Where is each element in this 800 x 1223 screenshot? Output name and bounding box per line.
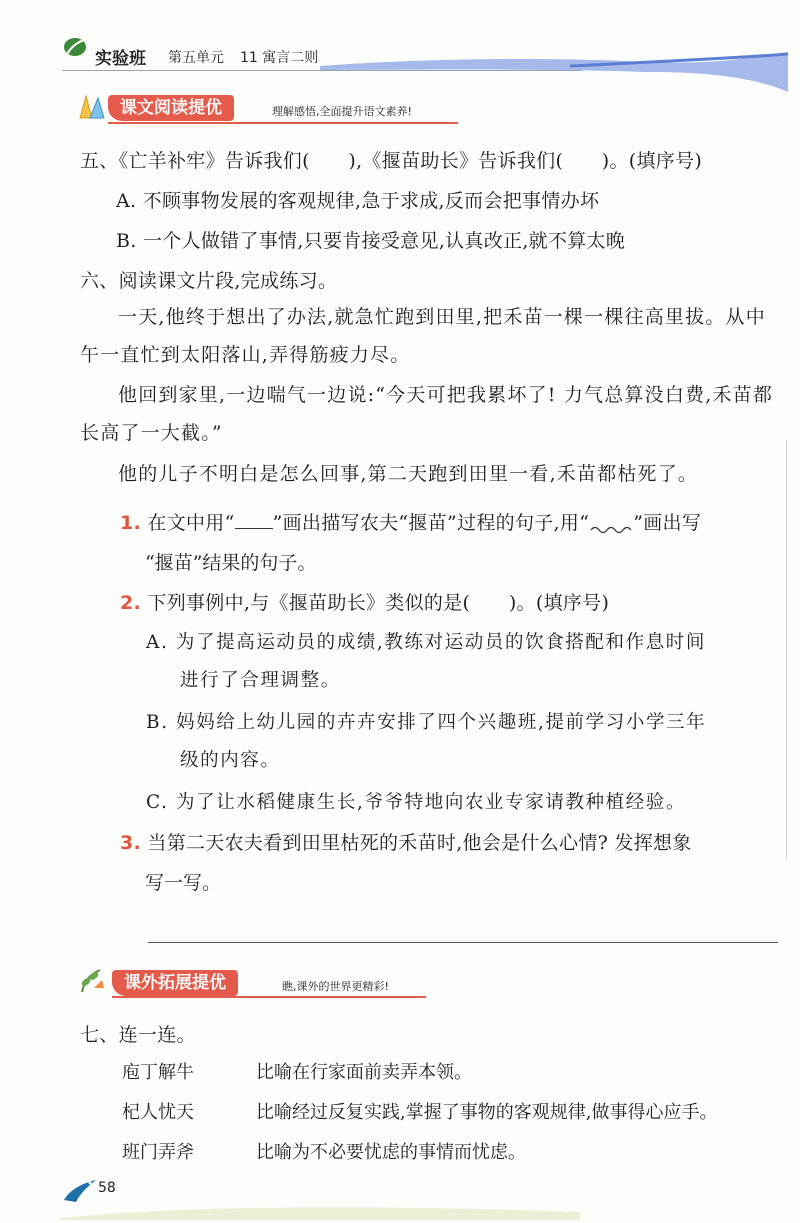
sub-question-1-text-a: 在文中用“	[147, 512, 235, 534]
idiom-3: 班门弄斧	[122, 1142, 194, 1163]
sub-question-1-line-2: “揠苗”结果的句子。	[145, 552, 317, 574]
page-edge-rule	[786, 440, 787, 860]
section-banner-reading: 课文阅读提优	[108, 95, 234, 121]
question-5-stem: 五、《亡羊补牢》告诉我们( ),《揠苗助长》告诉我们( )。(填序号)	[80, 150, 703, 172]
sub-question-3	[120, 828, 692, 855]
answer-line	[148, 942, 778, 943]
sub-question-2-stem: 下列事例中,与《揠苗助长》类似的是( )。(填序号)	[147, 592, 610, 614]
sub-question-3-line-1: 当第二天农夫看到田里枯死的禾苗时,他会是什么心情? 发挥想象	[147, 832, 692, 854]
passage-paragraph-1: 一天,他终于想出了办法,就急忙跑到田里,把禾苗一棵一棵往高里拔。从中午一直忙到太阳落山,弄得筋疲力尽。	[80, 306, 766, 366]
sub-question-3-line-2: 写一写。	[145, 872, 222, 894]
sub-question-1-number: 1.	[120, 512, 142, 534]
footer-wave-decoration	[60, 1196, 580, 1220]
section-rule-2	[112, 996, 426, 998]
section-banner-extension: 课外拓展提优	[112, 970, 238, 996]
question-5-option-b: B. 一个人做错了事情,只要肯接受意见,认真改正,就不算太晚	[116, 230, 626, 252]
page-number: 58	[98, 1180, 116, 1196]
sub-question-2-option-c: C. 为了让水稻健康生长,爷爷特地向农业专家请教种植经验。	[146, 792, 687, 813]
passage-paragraph-2: 他回到家里,一边喘气一边说:“今天可把我累坏了! 力气总算没白费,禾苗都长高了一大截。”	[80, 384, 774, 444]
idiom-1: 庖丁解牛	[122, 1062, 194, 1083]
sub-question-2-option-b-line-1: B. 妈妈给上幼儿园的卉卉安排了四个兴趣班,提前学习小学三年	[146, 712, 707, 733]
sub-question-2-option-a-line-1: A. 为了提高运动员的成绩,教练对运动员的饮食搭配和作息时间	[146, 632, 707, 653]
sub-question-3-number: 3.	[120, 832, 142, 854]
passage-paragraph-3: 他的儿子不明白是怎么回事,第二天跑到田里一看,禾苗都枯死了。	[118, 463, 699, 485]
meaning-2: 比喻经过反复实践,掌握了事物的客观规律,做事得心应手。	[256, 1102, 718, 1123]
sub-question-1-text-b: ”画出描写农夫“揠苗”过程的句子,用“	[272, 512, 590, 534]
sub-question-2-option-b-line-2: 级的内容。	[180, 750, 281, 771]
idiom-2: 杞人忧天	[122, 1102, 194, 1123]
sub-question-1	[120, 508, 701, 535]
section-tagline-extension: 瞧,课外的世界更精彩!	[282, 980, 389, 993]
leaf-logo-icon	[62, 36, 88, 58]
header-lesson: 11 寓言二则	[240, 50, 319, 66]
sub-question-2-option-a-line-2: 进行了合理调整。	[180, 670, 341, 691]
sub-question-1-text-c: ”画出写	[633, 512, 702, 534]
header-wave-decoration	[320, 52, 790, 92]
meaning-1: 比喻在行家面前卖弄本领。	[256, 1062, 472, 1083]
section-tagline-reading: 理解感悟,全面提升语文素养!	[272, 105, 412, 118]
sub-question-2-number: 2.	[120, 592, 142, 614]
sub-question-2	[120, 588, 609, 615]
meaning-3: 比喻为不必要忧虑的事情而忧虑。	[256, 1142, 526, 1163]
straight-underline-sample	[235, 516, 273, 529]
header-unit: 第五单元	[168, 50, 224, 66]
pencil-icon	[76, 92, 106, 120]
section-rule	[108, 122, 458, 124]
leaf-sprig-icon	[76, 966, 106, 994]
question-7-stem: 七、连一连。	[80, 1024, 196, 1046]
question-5-option-a: A. 不顾事物发展的客观规律,急于求成,反而会把事情办坏	[116, 190, 600, 212]
wavy-underline-sample	[589, 521, 633, 535]
header-brand: 实验班	[95, 49, 146, 69]
question-6-stem: 六、阅读课文片段,完成练习。	[80, 270, 338, 292]
